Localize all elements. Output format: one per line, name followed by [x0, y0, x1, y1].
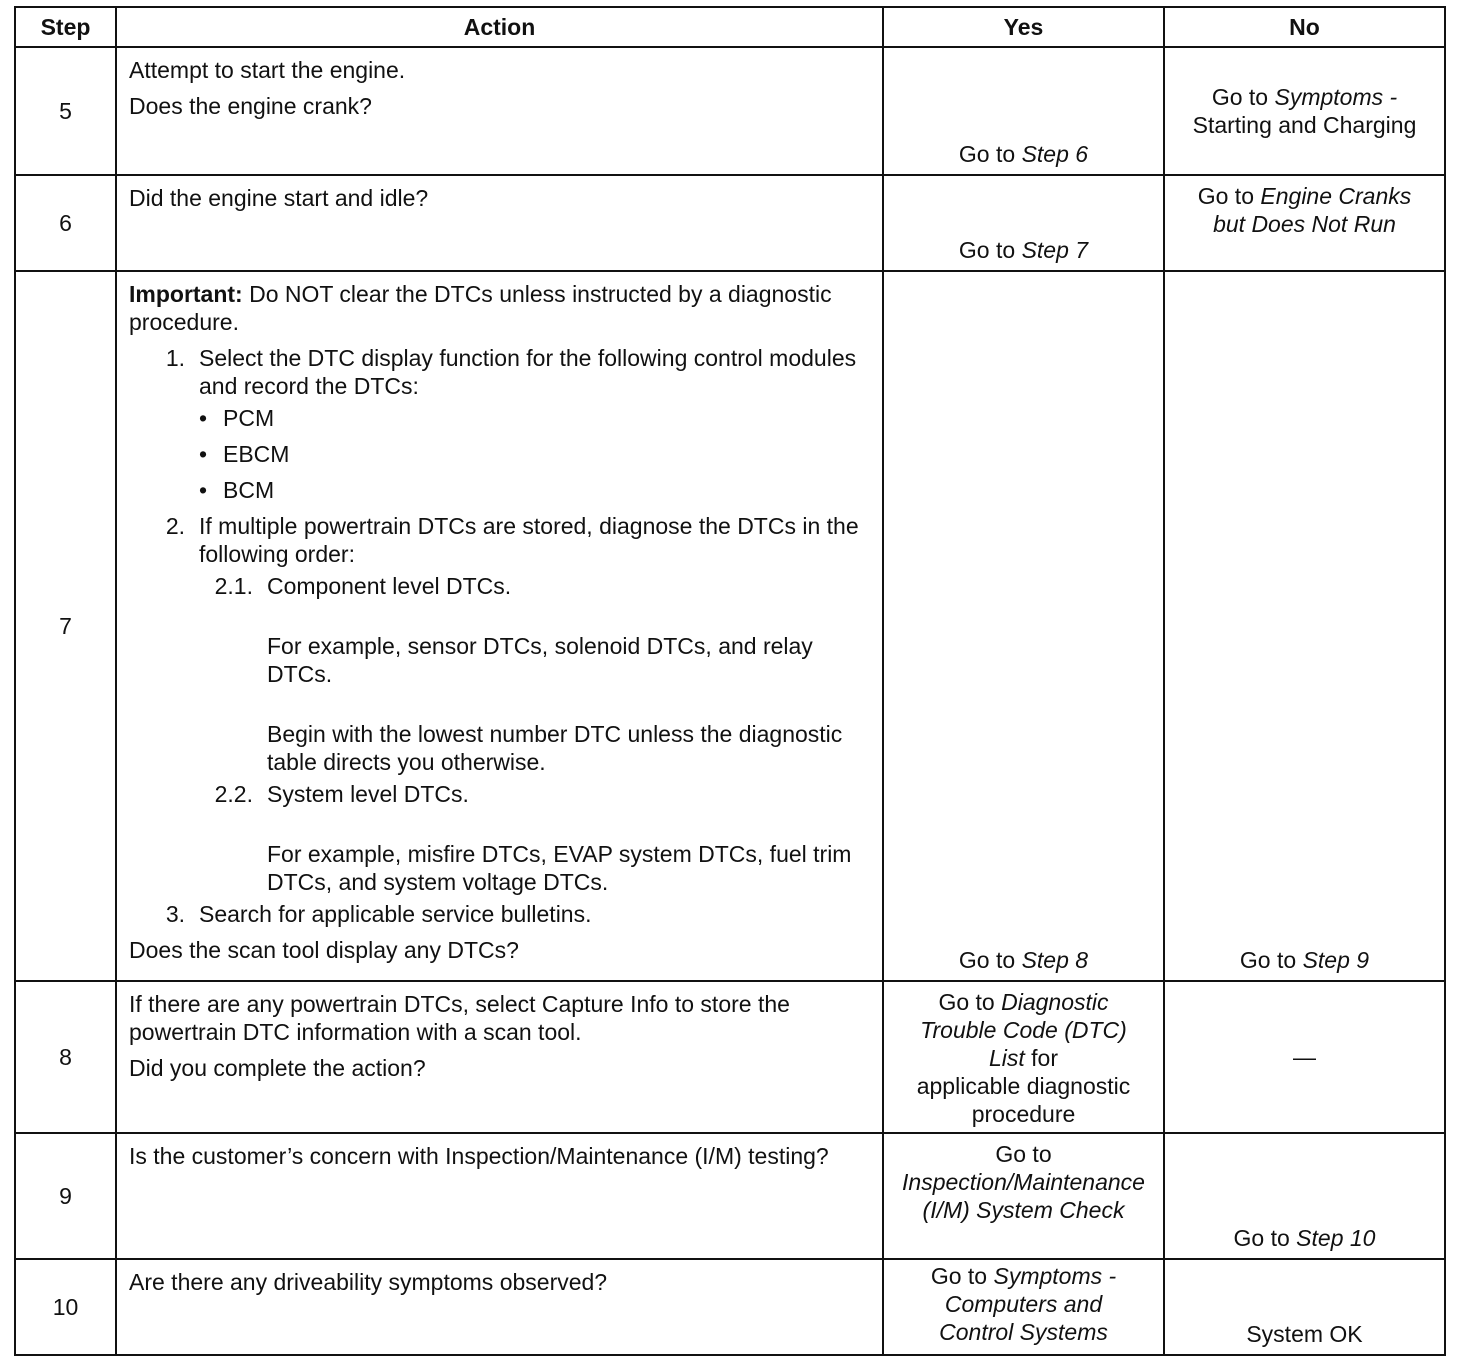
bullet-text: EBCM	[223, 441, 290, 467]
list-item	[149, 900, 872, 928]
engine-cranks-link-2[interactable]: but Does Not Run	[1213, 211, 1396, 237]
yes-cell	[883, 47, 1164, 175]
no-result	[1165, 182, 1444, 238]
sub-item-text: System level DTCs.	[267, 781, 469, 807]
bullet-item	[199, 476, 872, 504]
sub-list-item	[207, 572, 872, 776]
list-item	[149, 512, 872, 568]
step-number: 10	[15, 1259, 116, 1355]
bullet-icon: •	[199, 441, 208, 467]
action-cell	[116, 47, 883, 175]
bullet-icon: •	[199, 477, 208, 503]
no-prefix: Go to	[1197, 183, 1261, 209]
yes-prefix: Go to	[958, 947, 1022, 973]
yes-result	[884, 1140, 1163, 1224]
no-cell	[1164, 981, 1445, 1133]
header-yes: Yes	[883, 7, 1164, 47]
action-question: Does the scan tool display any DTCs?	[129, 937, 519, 963]
item-number: 2.	[165, 513, 185, 539]
symptoms-link[interactable]: Symptoms -	[993, 1263, 1117, 1289]
no-cell	[1164, 271, 1445, 981]
no-cell	[1164, 47, 1445, 175]
bullet-icon: •	[199, 405, 208, 431]
step-number: 5	[15, 47, 116, 175]
yes-prefix: Go to	[995, 1141, 1052, 1167]
sub-item-number: 2.1.	[214, 573, 253, 599]
im-check-link-2[interactable]: (I/M) System Check	[922, 1197, 1125, 1223]
step-link[interactable]: Step 7	[1021, 237, 1089, 263]
action-question: Are there any driveability symptoms observed?	[129, 1269, 608, 1295]
yes-cell	[883, 271, 1164, 981]
yes-prefix: Go to	[930, 1263, 994, 1289]
action-cell	[116, 175, 883, 271]
header-action: Action	[116, 7, 883, 47]
no-cell	[1164, 1133, 1445, 1259]
step-number: 7	[15, 271, 116, 981]
sub-item-example: For example, misfire DTCs, EVAP system DTCs, fuel trim DTCs, and system voltage DTCs.	[267, 841, 852, 895]
step-link[interactable]: Step 10	[1296, 1225, 1376, 1251]
bullet-item	[199, 440, 872, 468]
item-text: Select the DTC display function for the following control modules and record the DTCs:	[199, 345, 857, 399]
item-number: 1.	[165, 345, 185, 371]
engine-cranks-link[interactable]: Engine Cranks	[1260, 183, 1412, 209]
dtc-list-link[interactable]: Diagnostic	[1001, 989, 1109, 1015]
dtc-list-link-3[interactable]: List	[988, 1045, 1025, 1071]
table-row	[15, 47, 1445, 175]
important-note	[129, 280, 872, 336]
step-link[interactable]: Step 8	[1021, 947, 1089, 973]
action-cell	[116, 1259, 883, 1355]
sub-item-example: For example, sensor DTCs, solenoid DTCs, and relay DTCs.	[267, 633, 813, 687]
yes-rest-2: procedure	[971, 1101, 1076, 1127]
table-row	[15, 981, 1445, 1133]
action-question: Did the engine start and idle?	[129, 185, 429, 211]
header-step: Step	[15, 7, 116, 47]
step-link[interactable]: Step 6	[1021, 141, 1089, 167]
no-result	[1165, 1224, 1444, 1252]
table-row	[15, 271, 1445, 981]
action-text: Attempt to start the engine.	[129, 57, 406, 83]
symptoms-link-2[interactable]: Computers and	[944, 1291, 1103, 1317]
symptoms-link[interactable]: Symptoms -	[1274, 84, 1398, 110]
table-row	[15, 175, 1445, 271]
list-item	[149, 344, 872, 400]
header-no: No	[1164, 7, 1445, 47]
action-question: Is the customer’s concern with Inspection/Maintenance (I/M) testing?	[129, 1143, 829, 1169]
yes-cell	[883, 1259, 1164, 1355]
no-prefix: Go to	[1211, 84, 1275, 110]
item-number: 3.	[165, 901, 185, 927]
no-result	[1165, 83, 1444, 139]
no-cell	[1164, 1259, 1445, 1355]
action-cell	[116, 271, 883, 981]
bullet-text: BCM	[223, 477, 275, 503]
yes-suffix: for	[1024, 1045, 1059, 1071]
im-check-link[interactable]: Inspection/Maintenance	[902, 1169, 1145, 1195]
bullet-item	[199, 404, 872, 432]
dtc-list-link-2[interactable]: Trouble Code (DTC)	[920, 1017, 1127, 1043]
yes-result	[884, 946, 1163, 974]
item-text: If multiple powertrain DTCs are stored, diagnose the DTCs in the following order:	[199, 513, 859, 567]
no-result: System OK	[1246, 1321, 1363, 1347]
no-result: —	[1293, 1044, 1316, 1070]
diagnostic-table	[14, 6, 1446, 1356]
sub-list-item	[207, 780, 872, 896]
sub-item-note: Begin with the lowest number DTC unless the diagnostic table directs you otherwise.	[267, 721, 843, 775]
no-prefix: Go to	[1239, 947, 1303, 973]
yes-prefix: Go to	[958, 141, 1022, 167]
step-number: 9	[15, 1133, 116, 1259]
yes-result	[884, 988, 1163, 1128]
step-number: 8	[15, 981, 116, 1133]
symptoms-link-3[interactable]: Control Systems	[939, 1319, 1108, 1345]
table-row	[15, 1133, 1445, 1259]
step-link[interactable]: Step 9	[1302, 947, 1370, 973]
header-row	[15, 7, 1445, 47]
no-result	[1165, 946, 1444, 974]
important-label: Important:	[129, 281, 243, 307]
action-question: Does the engine crank?	[129, 93, 372, 119]
action-text: If there are any powertrain DTCs, select Capture Info to store the powertrain DTC information with a scan tool.	[129, 991, 790, 1045]
item-text: Search for applicable service bulletins.	[199, 901, 592, 927]
no-rest: Starting and Charging	[1192, 112, 1417, 138]
yes-cell	[883, 981, 1164, 1133]
yes-result	[884, 140, 1163, 168]
step-number: 6	[15, 175, 116, 271]
yes-rest: applicable diagnostic	[916, 1073, 1131, 1099]
action-cell	[116, 1133, 883, 1259]
sub-item-number: 2.2.	[214, 781, 253, 807]
table-row	[15, 1259, 1445, 1355]
yes-result	[884, 236, 1163, 264]
action-cell	[116, 981, 883, 1133]
action-question: Did you complete the action?	[129, 1055, 426, 1081]
important-text: Do NOT clear the DTCs unless instructed by a diagnostic procedure.	[129, 281, 832, 335]
sub-item-text: Component level DTCs.	[267, 573, 512, 599]
no-prefix: Go to	[1233, 1225, 1297, 1251]
yes-cell	[883, 175, 1164, 271]
yes-cell	[883, 1133, 1164, 1259]
no-cell	[1164, 175, 1445, 271]
yes-prefix: Go to	[938, 989, 1002, 1015]
yes-prefix: Go to	[958, 237, 1022, 263]
yes-result	[884, 1262, 1163, 1346]
bullet-text: PCM	[223, 405, 275, 431]
